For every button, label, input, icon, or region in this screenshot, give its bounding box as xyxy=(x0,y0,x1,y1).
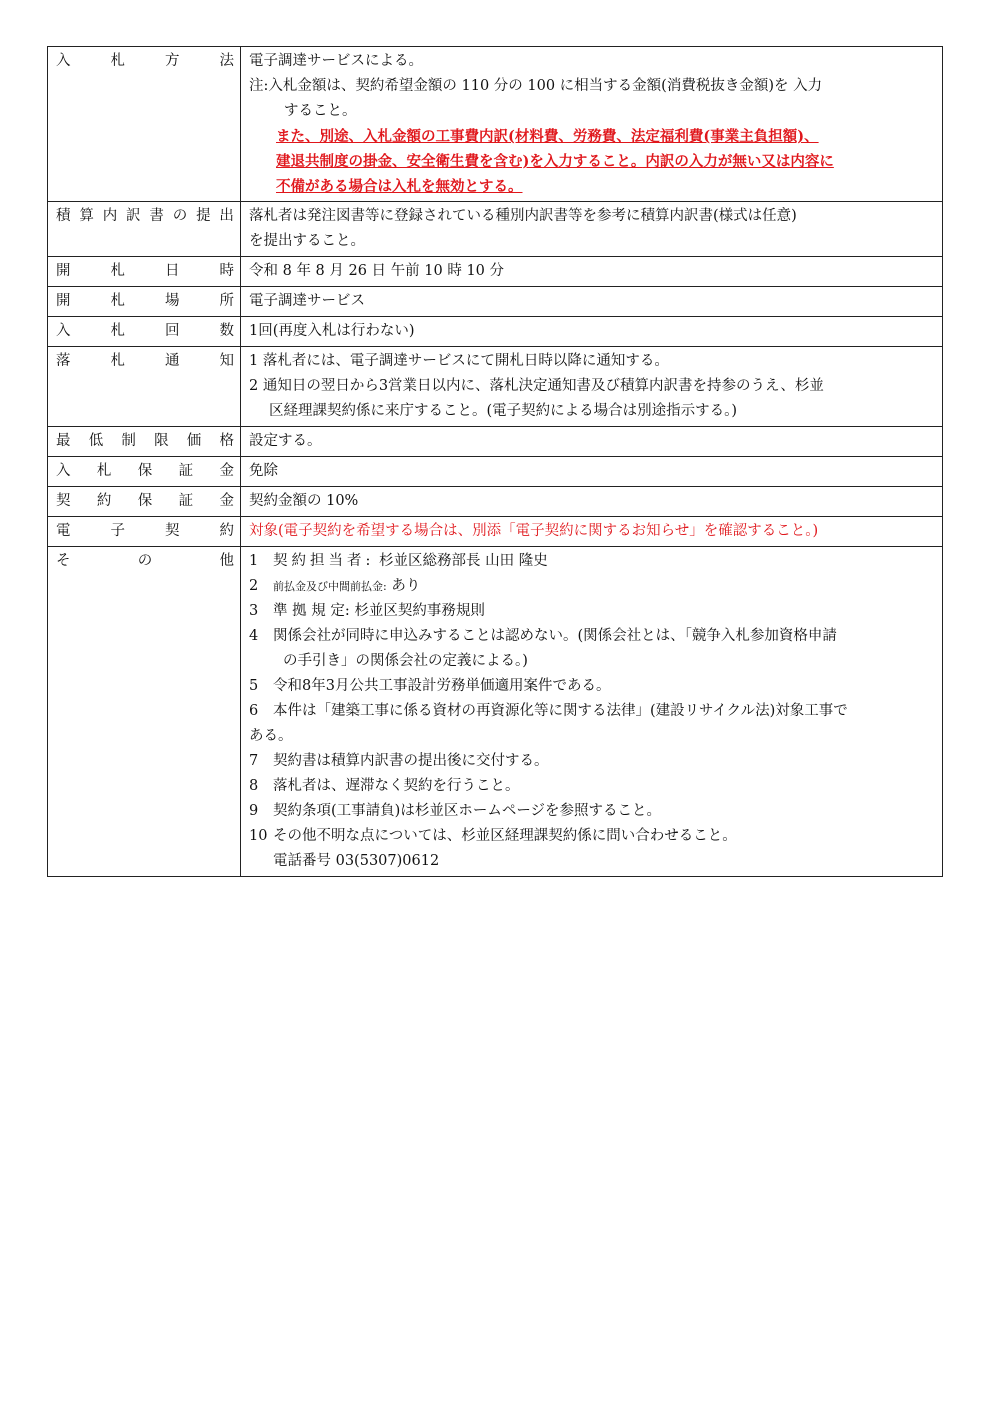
table-row xyxy=(48,202,943,257)
row-value: 対象(電子契約を希望する場合は、別添「電子契約に関するお知らせ」を確認すること。) xyxy=(241,517,943,547)
label-e-contract: 電 子 契 約 xyxy=(56,523,234,539)
table-row xyxy=(48,317,943,347)
row-label xyxy=(48,202,241,257)
text-line: 落札者は発注図書等に登録されている種別内訳書等を参考に積算内訳書(様式は任意) xyxy=(249,208,797,224)
table-row xyxy=(48,47,943,202)
list-item: 8 落札者は、遅滞なく契約を行うこと。 xyxy=(249,778,520,794)
label-bid-method: 入 札 方 法 xyxy=(56,53,234,69)
table-row xyxy=(48,457,943,487)
label-minimum-price: 最 低 制 限 価 格 xyxy=(56,433,234,449)
table-row xyxy=(48,427,943,457)
warning-line: 不備がある場合は入札を無効とする。 xyxy=(276,178,523,195)
row-value: 設定する。 xyxy=(241,427,943,457)
bid-conditions-table xyxy=(47,46,943,877)
text-line: すること。 xyxy=(284,103,357,119)
list-item: 7 契約書は積算内訳書の提出後に交付する。 xyxy=(249,753,549,769)
list-item: 2 前払金及び中間前払金: あり xyxy=(249,578,421,594)
row-label xyxy=(48,317,241,347)
row-label xyxy=(48,457,241,487)
text-line: 電子調達サービスによる。 xyxy=(249,53,423,69)
text-line: 2 通知日の翌日から3営業日以内に、落札決定通知書及び積算内訳書を持参のうえ、杉並 xyxy=(249,378,824,394)
text-line: 区経理課契約係に来庁すること。(電子契約による場合は別途指示する。) xyxy=(269,403,738,419)
row-value: 電子調達サービス xyxy=(241,287,943,317)
list-item: 1 契約担当者: 杉並区総務部長 山田 隆史 xyxy=(249,553,548,569)
table-row xyxy=(48,547,943,877)
row-value xyxy=(241,547,943,877)
list-item: 5 令和8年3月公共工事設計労務単価適用案件である。 xyxy=(249,678,611,694)
row-value xyxy=(241,347,943,427)
row-label xyxy=(48,47,241,202)
list-item: 10 その他不明な点については、杉並区経理課契約係に問い合わせること。 xyxy=(249,828,737,844)
label-contract-bond: 契 約 保 証 金 xyxy=(56,493,234,509)
table-row xyxy=(48,257,943,287)
text-line: 1 落札者には、電子調達サービスにて開札日時以降に通知する。 xyxy=(249,353,669,369)
row-label xyxy=(48,347,241,427)
list-item: 3 準 拠 規 定: 杉並区契約事務規則 xyxy=(249,603,485,619)
row-value: 契約金額の 10% xyxy=(241,487,943,517)
warning-line: また、別途、入札金額の工事費内訳(材料費、労務費、法定福利費(事業主負担額)、 xyxy=(276,128,819,145)
row-value xyxy=(241,47,943,202)
list-item: 6 本件は「建築工事に係る資材の再資源化等に関する法律」(建設リサイクル法)対象工事で xyxy=(249,703,848,719)
table-row xyxy=(48,347,943,427)
label-estimate-submission: 積 算 内 訳 書 の 提 出 xyxy=(56,208,234,224)
label-other: そ の 他 xyxy=(56,553,234,569)
list-item: 9 契約条項(工事請負)は杉並区ホームページを参照すること。 xyxy=(249,803,662,819)
row-value: 免除 xyxy=(241,457,943,487)
list-item-continuation: ある。 xyxy=(249,728,293,744)
table-row xyxy=(48,517,943,547)
text-line: を提出すること。 xyxy=(249,233,365,249)
label-bid-count: 入 札 回 数 xyxy=(56,323,234,339)
text-line: 注:入札金額は、契約希望金額の 110 分の 100 に相当する金額(消費税抜き金額)を 入力 xyxy=(249,78,823,94)
label-award-notice: 落 札 通 知 xyxy=(56,353,234,369)
table-row xyxy=(48,487,943,517)
label-opening-datetime: 開 札 日 時 xyxy=(56,263,234,279)
row-label xyxy=(48,427,241,457)
row-label xyxy=(48,487,241,517)
row-value: 令和 8 年 8 月 26 日 午前 10 時 10 分 xyxy=(241,257,943,287)
warning-line: 建退共制度の掛金、安全衛生費を含む)を入力すること。内訳の入力が無い又は内容に xyxy=(276,153,834,170)
list-item: 4 関係会社が同時に申込みすることは認めない。(関係会社とは、「競争入札参加資格申請 xyxy=(249,628,837,644)
row-value: 1回(再度入札は行わない) xyxy=(241,317,943,347)
row-value xyxy=(241,202,943,257)
row-label xyxy=(48,517,241,547)
list-item-continuation: の手引き」の関係会社の定義による。) xyxy=(283,653,528,669)
row-label xyxy=(48,547,241,877)
label-opening-place: 開 札 場 所 xyxy=(56,293,234,309)
row-label xyxy=(48,287,241,317)
label-bid-bond: 入 札 保 証 金 xyxy=(56,463,234,479)
phone-number: 電話番号 03(5307)0612 xyxy=(273,853,440,869)
table-row xyxy=(48,287,943,317)
row-label xyxy=(48,257,241,287)
